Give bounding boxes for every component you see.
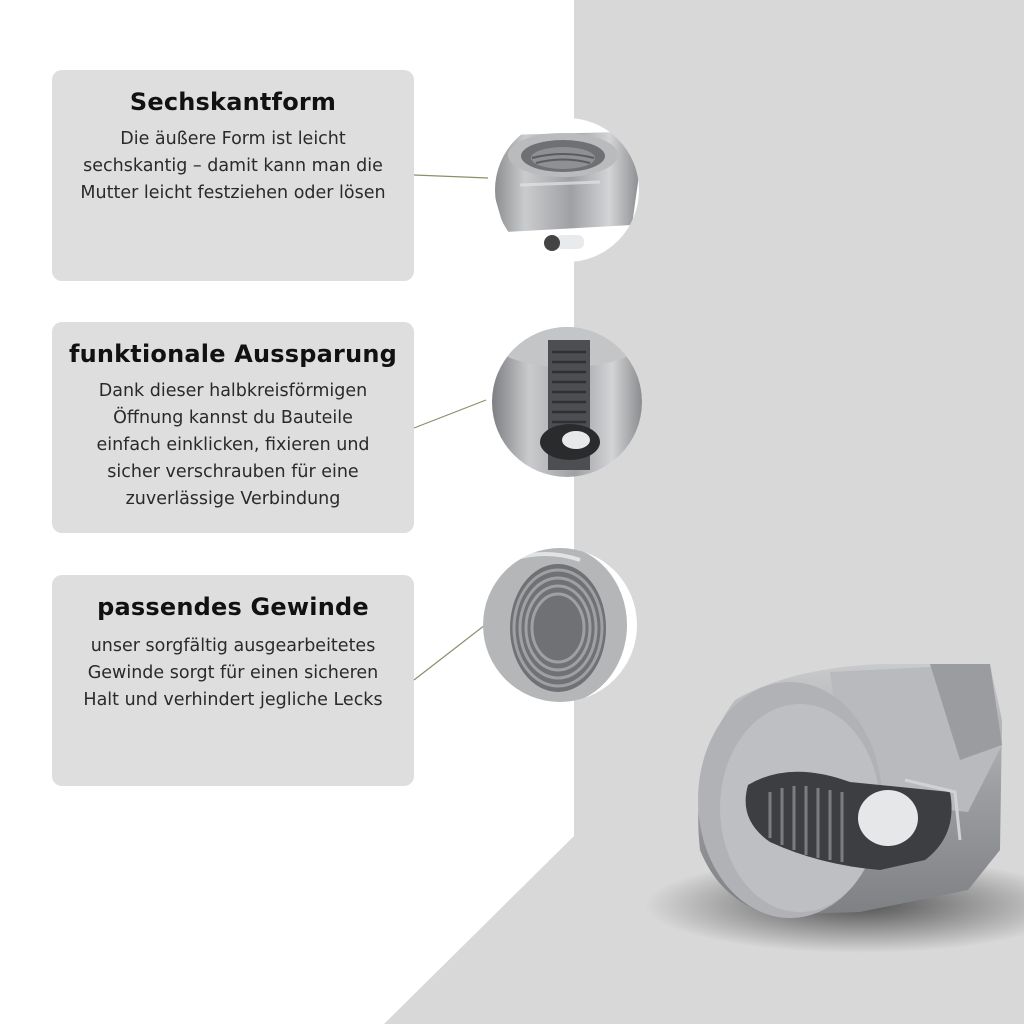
feature-line: zuverlässige Verbindung [125,489,341,509]
feature-card-thread [52,575,414,786]
feature-title: passendes Gewinde [97,593,369,621]
feature-line: Halt und verhindert jegliche Lecks [83,690,383,710]
feature-line: sechskantig – damit kann man die [83,156,383,176]
feature-line: Mutter leicht festziehen oder lösen [80,183,386,203]
feature-title: Sechskantform [129,88,337,116]
feature-card-recess [52,322,414,533]
feature-line: Die äußere Form ist leicht [120,129,346,149]
feature-line: sicher verschrauben für eine [107,462,359,482]
feature-description [60,378,406,513]
feature-line: Öffnung kannst du Bauteile [113,408,353,428]
feature-title: funktionale Aussparung [68,340,398,368]
feature-line: Gewinde sorgt für einen sicheren [87,663,379,683]
feature-line: einfach einklicken, fixieren und [96,435,370,455]
feature-description [60,633,406,714]
feature-description [60,126,406,207]
feature-line: unser sorgfältig ausgearbeitetes [90,636,376,656]
feature-line: Dank dieser halbkreisförmigen [98,381,368,401]
feature-card-hex-shape [52,70,414,281]
